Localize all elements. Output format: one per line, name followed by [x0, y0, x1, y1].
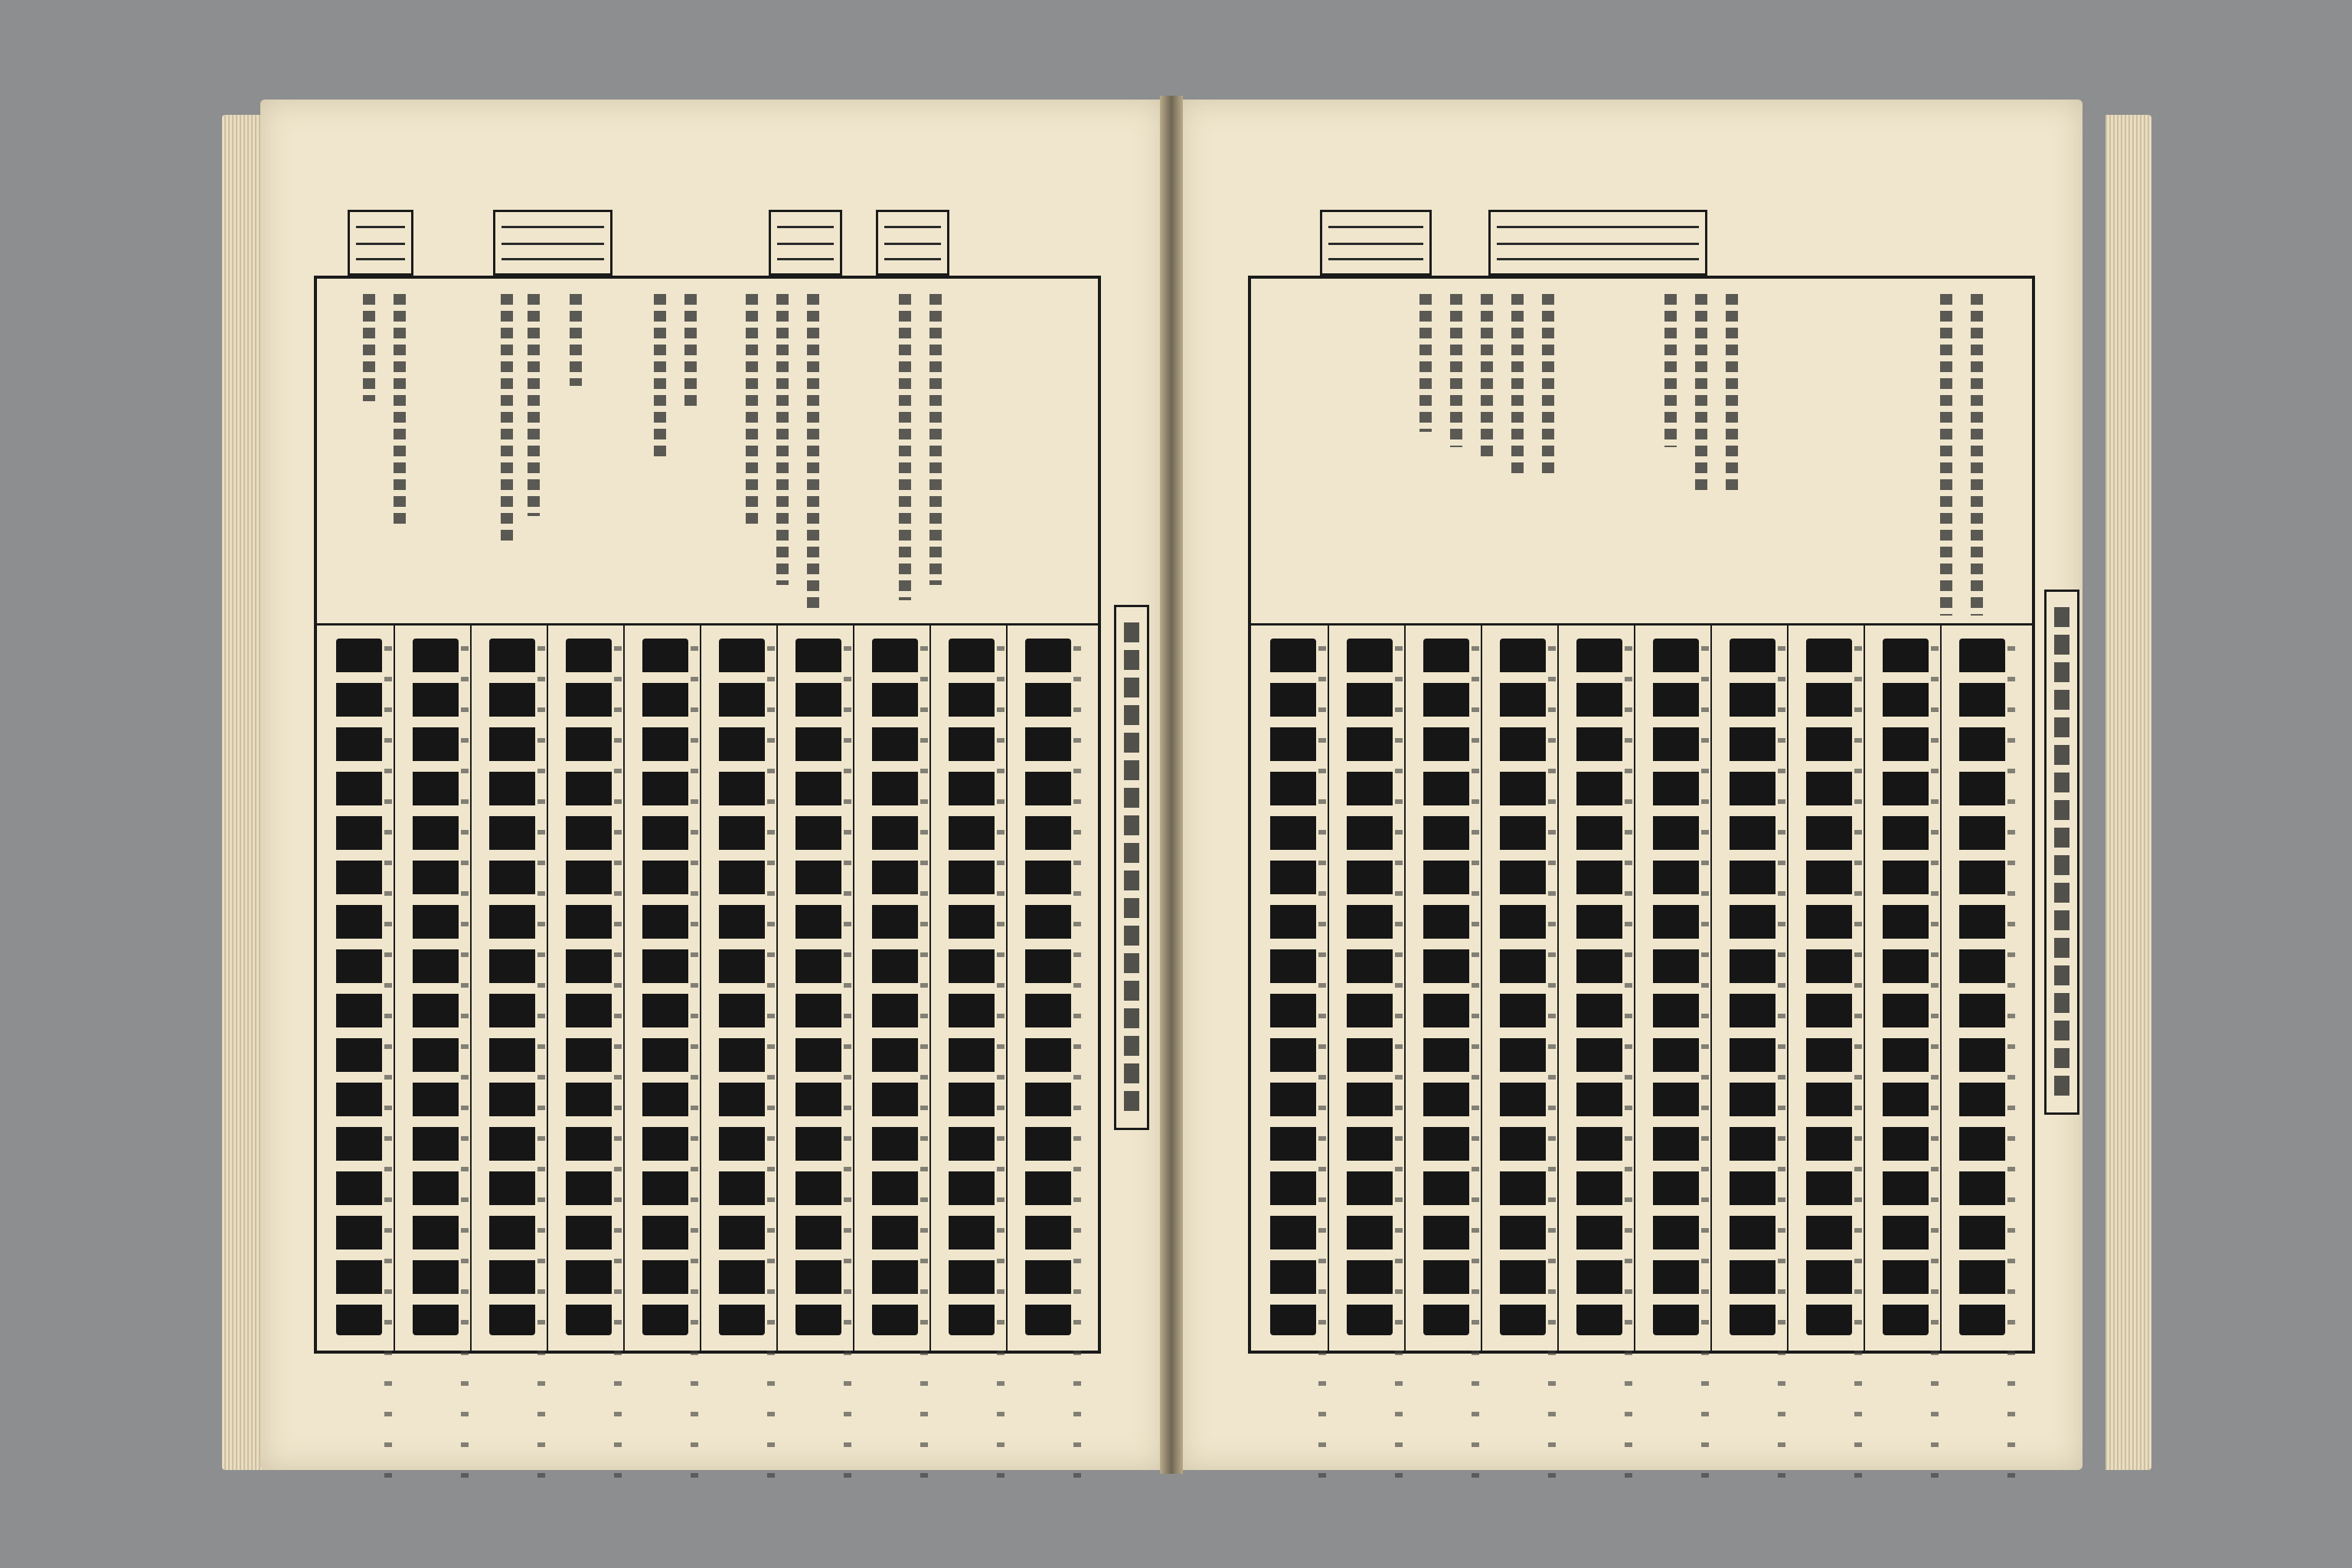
header-note-column — [1726, 294, 1738, 493]
main-text-column — [1806, 639, 1852, 1335]
header-note-column — [654, 294, 666, 462]
header-note-column — [1971, 294, 1983, 616]
main-text-column — [1025, 639, 1071, 1335]
right-page-frame — [1248, 276, 2035, 1354]
left-header-band — [317, 279, 1098, 626]
header-note-column — [684, 294, 697, 409]
header-note-column — [1450, 294, 1462, 447]
header-note-column — [807, 294, 819, 608]
main-text-column — [1653, 639, 1699, 1335]
main-text-column — [1883, 639, 1929, 1335]
main-text-column — [949, 639, 995, 1335]
header-note-column — [570, 294, 582, 386]
spine-title-label — [2044, 590, 2079, 1115]
header-note-column — [363, 294, 375, 401]
right-header-band — [1251, 279, 2032, 626]
header-note-column — [899, 294, 911, 600]
left-page-frame — [314, 276, 1101, 1354]
main-text-column — [719, 639, 765, 1335]
header-gloss-box — [769, 210, 842, 276]
header-note-column — [1511, 294, 1524, 478]
book-gutter — [1160, 96, 1183, 1474]
header-note-column — [528, 294, 540, 516]
main-text-column — [1500, 639, 1546, 1335]
header-gloss-box — [493, 210, 612, 276]
main-text-column — [1730, 639, 1775, 1335]
header-note-column — [776, 294, 789, 585]
main-text-column — [566, 639, 612, 1335]
header-gloss-box — [1320, 210, 1432, 276]
header-note-column — [1695, 294, 1707, 493]
main-text-column — [642, 639, 688, 1335]
header-gloss-box — [876, 210, 949, 276]
main-text-column — [1347, 639, 1393, 1335]
header-note-column — [1481, 294, 1493, 462]
left-page — [260, 100, 1164, 1470]
open-book — [222, 92, 2151, 1485]
header-gloss-box — [1488, 210, 1707, 276]
header-gloss-box — [348, 210, 413, 276]
header-note-column — [1419, 294, 1432, 432]
page-edges-right — [2105, 115, 2151, 1470]
main-text-column — [489, 639, 535, 1335]
header-note-column — [1664, 294, 1677, 447]
spine-title-label — [1114, 605, 1149, 1130]
header-note-column — [929, 294, 942, 585]
main-text-column — [413, 639, 459, 1335]
main-text-column — [1423, 639, 1469, 1335]
main-text-column — [1270, 639, 1316, 1335]
main-text-column — [795, 639, 841, 1335]
header-note-column — [501, 294, 513, 547]
main-text-column — [1959, 639, 2005, 1335]
main-text-column — [872, 639, 918, 1335]
main-text-column — [336, 639, 382, 1335]
header-note-column — [1940, 294, 1952, 616]
main-text-column — [1576, 639, 1622, 1335]
header-note-column — [746, 294, 758, 524]
header-note-column — [394, 294, 406, 524]
right-page — [1179, 100, 2082, 1470]
header-note-column — [1542, 294, 1554, 478]
